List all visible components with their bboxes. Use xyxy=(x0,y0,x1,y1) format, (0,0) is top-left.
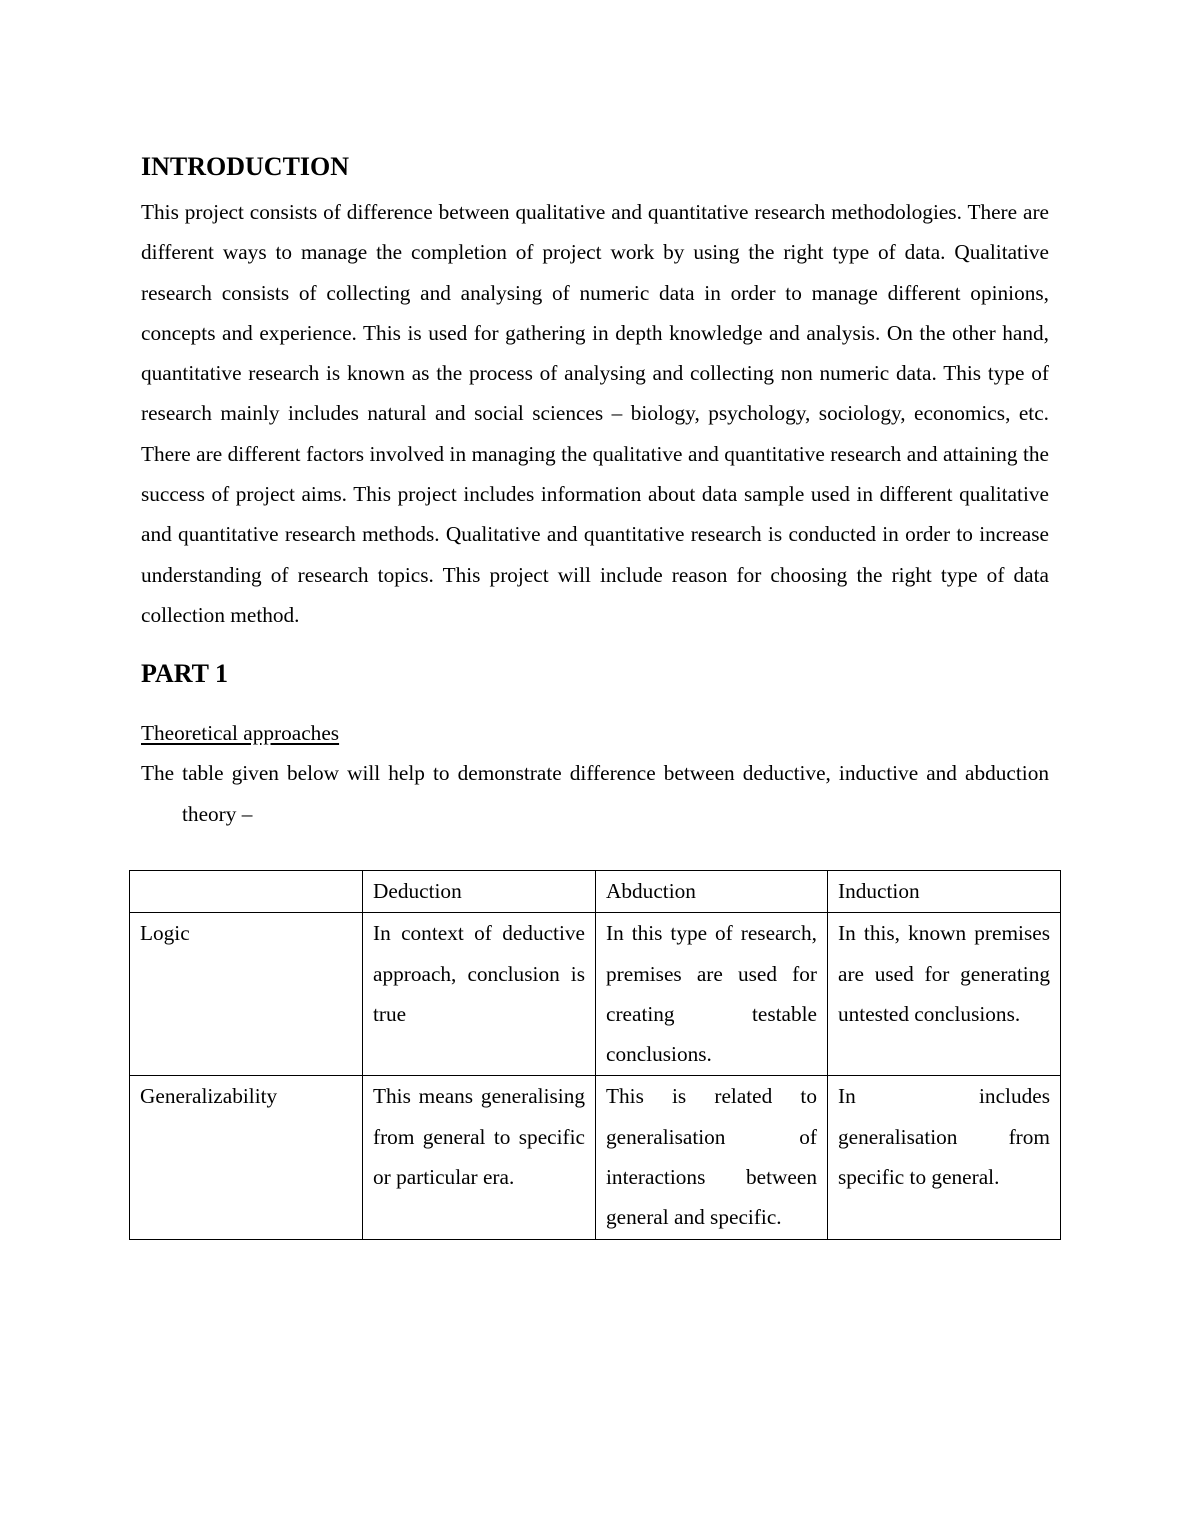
cell-logic-abduction: In this type of research, premises are used for creating testable conclusions. xyxy=(596,913,828,1076)
introduction-paragraph: This project consists of difference between qualitative and quantitative research methodologies. There are different ways to manage the completion of project work by using the right type of data. Qualitative research consists of collecting and analysing of numeric data in order to manage different opinions, concepts and experience. This is used for gathering in depth knowledge and analysis. On the other hand, quantitative research is known as the process of analysing and collecting non numeric data. This type of research mainly includes natural and social sciences – biology, psychology, sociology, economics, etc. There are different factors involved in managing the qualitative and quantitative research and attaining the success of project aims. This project includes information about data sample used in different qualitative and quantitative research methods. Qualitative and quantitative research is conducted in order to increase understanding of research topics. This project will include reason for choosing the right type of data collection method. xyxy=(141,200,1049,627)
cell-logic-induction: In this, known premises are used for generating untested conclusions. xyxy=(828,913,1061,1076)
cell-logic-deduction: In context of deductive approach, conclusion is true xyxy=(363,913,596,1076)
header-cell-abduction: Abduction xyxy=(596,871,828,913)
cell-generalizability-deduction: This means generalising from general to specific or particular era. xyxy=(363,1076,596,1239)
document-body xyxy=(141,150,1049,834)
header-cell-induction: Induction xyxy=(828,871,1061,913)
cell-generalizability-induction: In includes generalisation from specific to general. xyxy=(828,1076,1061,1239)
table-row-logic xyxy=(130,913,1061,1076)
table-header-row xyxy=(130,871,1061,913)
row-label-generalizability: Generalizability xyxy=(130,1076,363,1239)
row-label-logic: Logic xyxy=(130,913,363,1076)
part-1-heading: PART 1 xyxy=(141,659,228,689)
comparison-table xyxy=(129,870,1061,1240)
introduction-heading: INTRODUCTION xyxy=(141,152,350,181)
table-row-generalizability xyxy=(130,1076,1061,1239)
header-cell-empty xyxy=(130,871,363,913)
cell-generalizability-abduction: This is related to generalisation of interactions between general and specific. xyxy=(596,1076,828,1239)
theoretical-approaches-subheading: Theoretical approaches xyxy=(141,721,340,746)
header-cell-deduction: Deduction xyxy=(363,871,596,913)
table-intro-paragraph: The table given below will help to demonstrate difference between deductive, inductive and abduction theory – xyxy=(141,761,1049,826)
